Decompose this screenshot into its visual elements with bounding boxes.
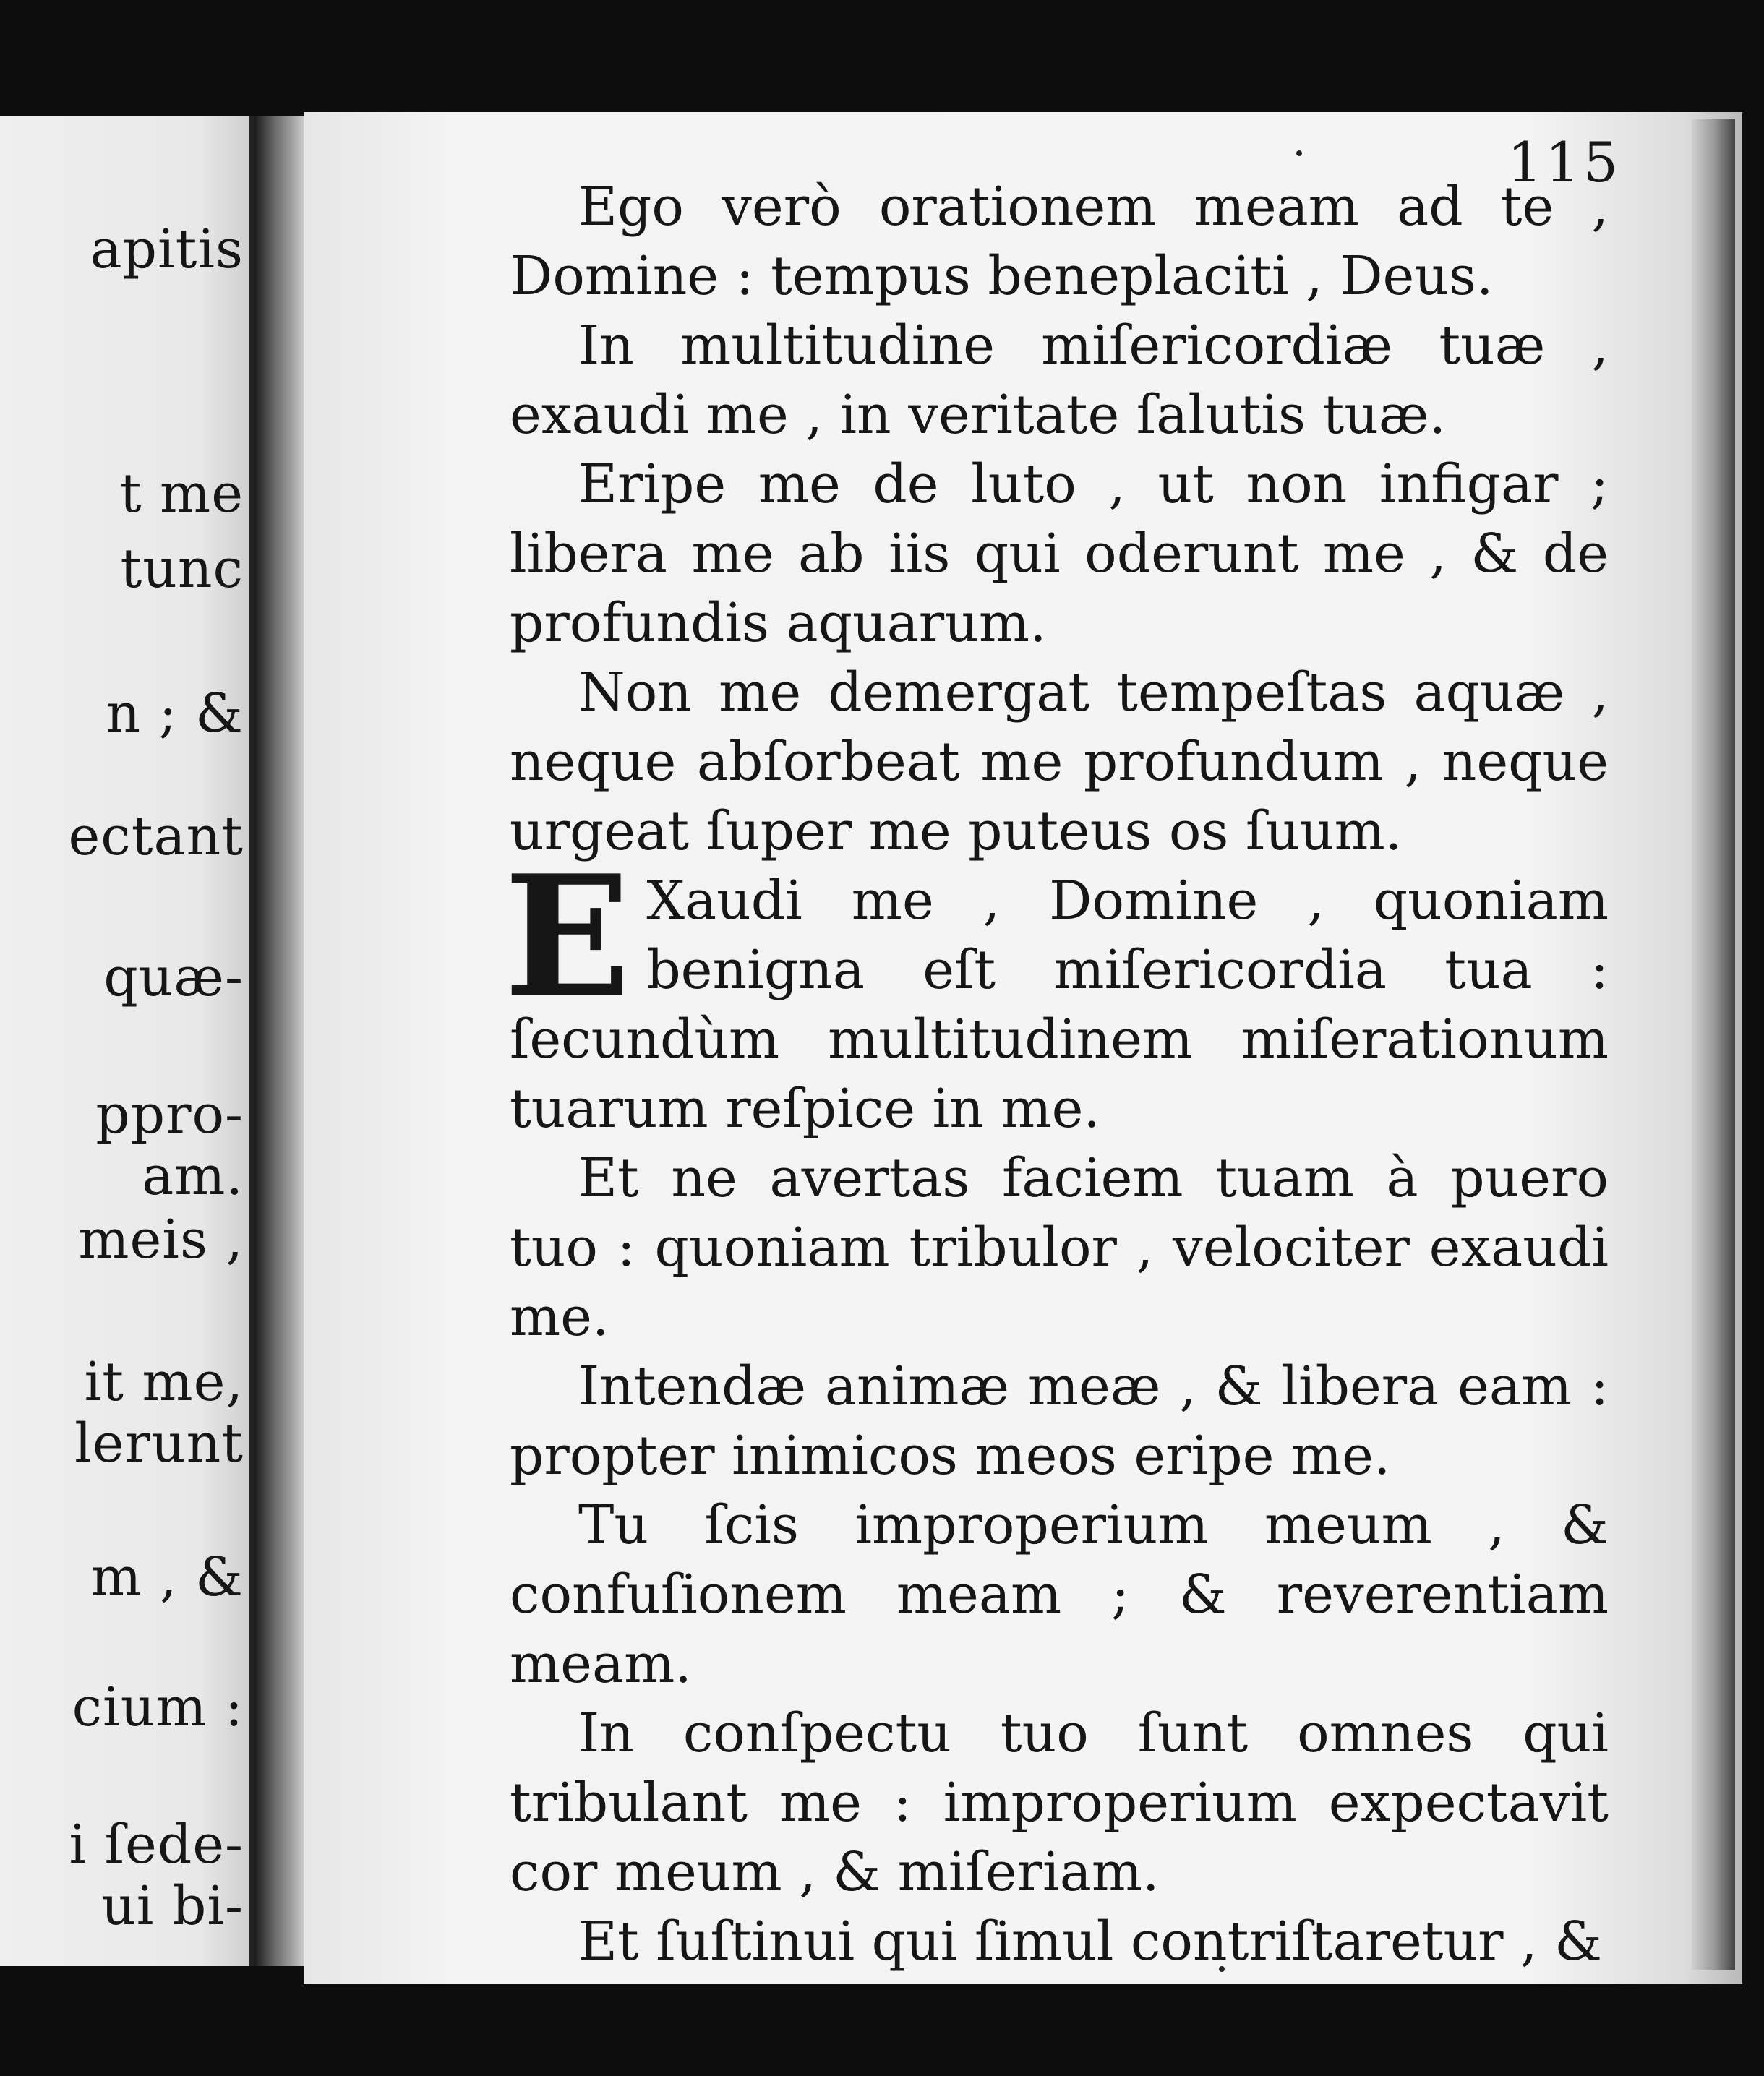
left-line: n ; & [106, 682, 244, 745]
verse: Tu ſcis improperium meum , & confuſionem meam ; & reverentiam meam. [510, 1494, 1609, 1695]
verse: Et ſuſtinui qui ſimul contriſtaretur , & [578, 1910, 1602, 1973]
verse: Intendæ animæ meæ , & libera eam : propter inimicos meos eripe me. [510, 1355, 1609, 1487]
left-line: t me [119, 463, 244, 525]
left-line: am. [142, 1145, 244, 1207]
verse: Xaudi me , Domine , quoniam benigna eſt miſericordia tua : ſecundùm multitudinem miſerationum tuarum reſpice in me. [510, 870, 1609, 1140]
verse: Et ne avertas faciem tuam à puero tuo : quoniam tribulor , velociter exaudi me. [510, 1147, 1609, 1348]
page-edge [1692, 119, 1735, 1970]
left-line: apitis [90, 218, 244, 280]
left-line: tunc [120, 538, 244, 600]
verse: Non me demergat tempeſtas aquæ , neque abſorbeat me profundum , neque urgeat ſuper me puteus os ſuum. [510, 661, 1609, 862]
left-line: lerunt [74, 1412, 244, 1475]
book-spine [254, 116, 305, 1966]
left-line: meis , [78, 1209, 244, 1271]
left-line: quæ- [103, 946, 244, 1008]
left-line: ppro- [95, 1084, 244, 1146]
left-line: ectant [68, 805, 244, 867]
verse: Ego verò orationem meam ad te , Domine : tempus beneplaciti , Deus. [510, 176, 1609, 307]
verse: Eripe me de luto , ut non infigar ; libera me ab iis qui oderunt me , & de profundis aquarum. [510, 453, 1609, 654]
left-line: cium : [72, 1676, 244, 1738]
drop-cap: E [504, 839, 631, 1034]
psalm-text [504, 172, 1609, 1976]
page-number: 115 [1507, 130, 1622, 194]
verse: In conſpectu tuo ſunt omnes qui tribulant me : improperium expectavit cor meum , & miſeriam. [510, 1702, 1609, 1903]
verse: In multitudine miſericordiæ tuæ , exaudi me , in veritate ſalutis tuæ. [510, 314, 1609, 446]
speck [1296, 150, 1302, 156]
left-line: i ſede- [69, 1814, 244, 1876]
left-page [0, 116, 254, 1966]
left-line: it me, [84, 1351, 244, 1413]
verse-with-drop-cap [504, 839, 1609, 1144]
left-line: ui bi- [101, 1875, 244, 1937]
left-line: m , & [90, 1546, 244, 1608]
